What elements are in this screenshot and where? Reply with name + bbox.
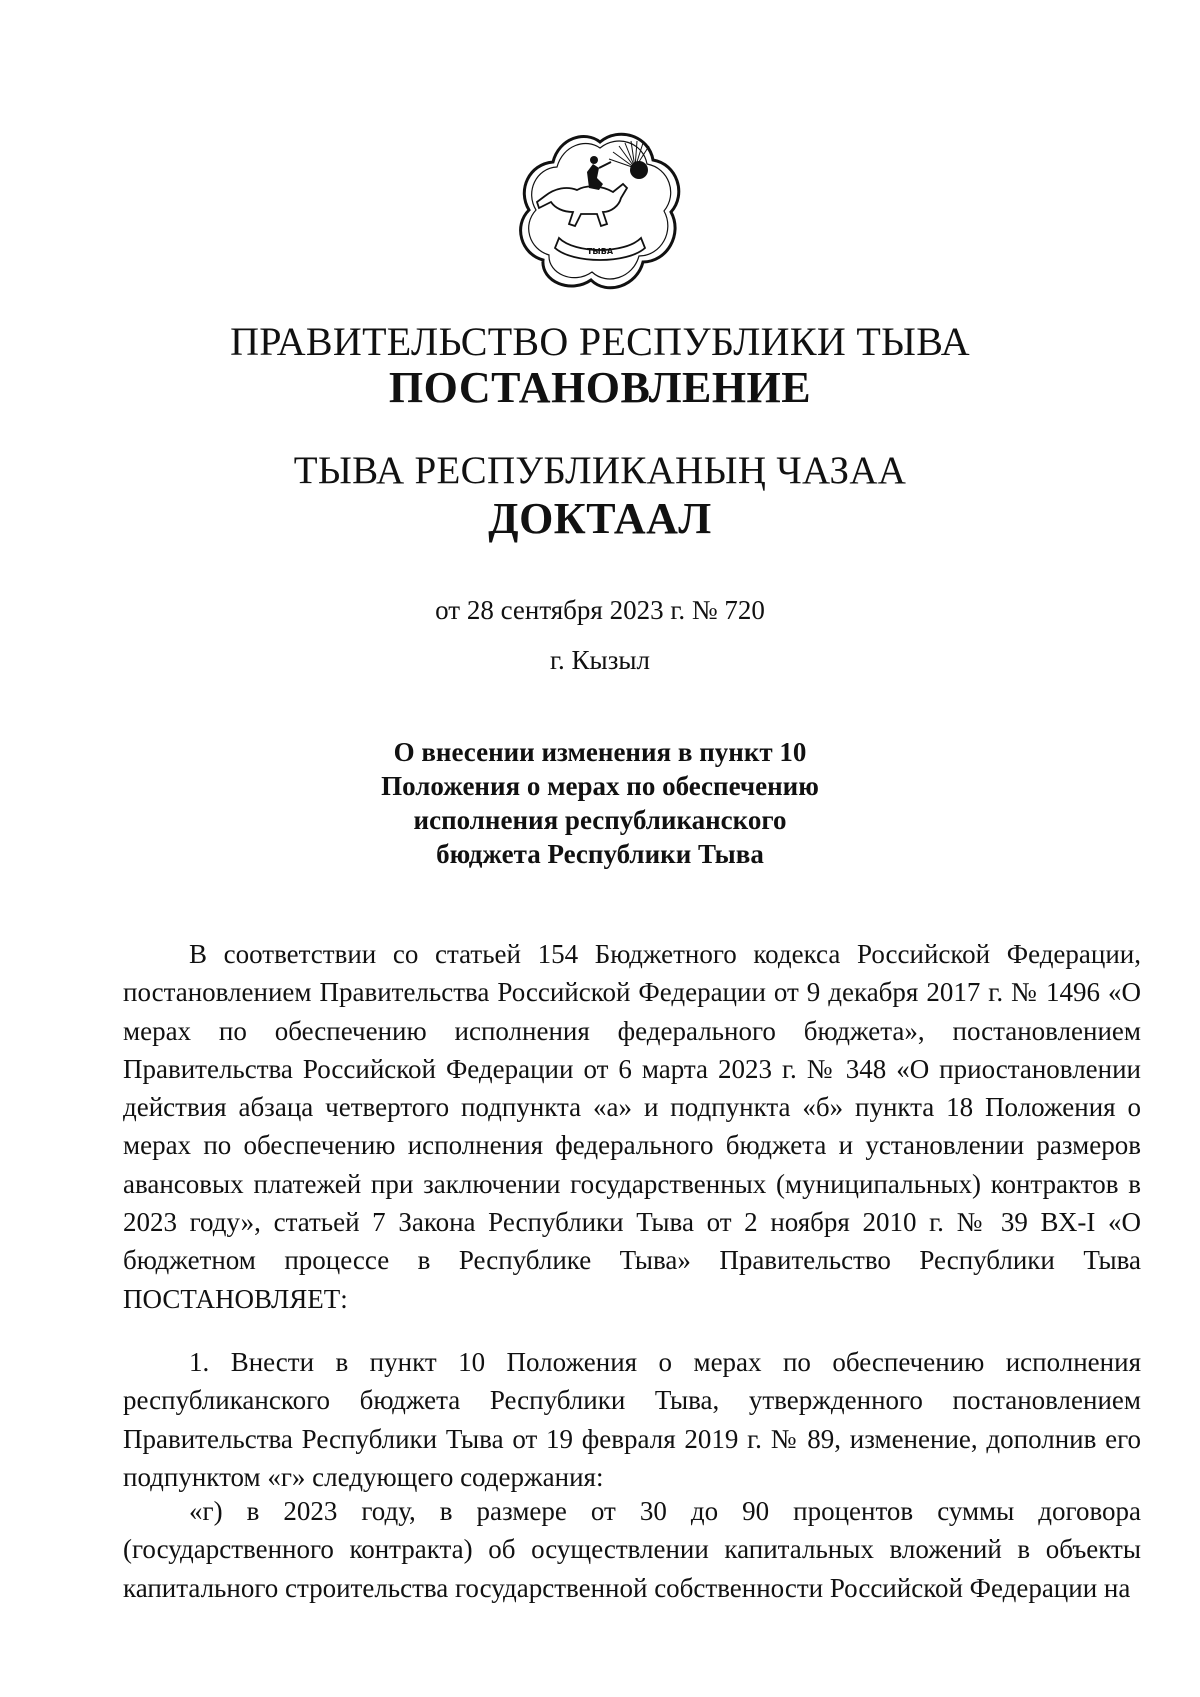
government-name-tyv: ТЫВА РЕСПУБЛИКАНЫҢ ЧАЗАА <box>293 449 907 492</box>
document-title-line: исполнения республиканского <box>413 805 787 835</box>
body-paragraph-preamble: В соответствии со статьей 154 Бюджетного кодекса Российской Федерации, постановлением Правительства Российской Федерации от 9 декабря 2017 г. № 1496 «О мерах по обеспечению исполнения федерального бюджета», постановлением Правительства Российской Федерации от 6 марта 2023 г. № 348 «О приостановлении действия абзаца четвертого подпункта «а» и подпункта «б» пункта 18 Положения о мерах по обеспечению исполнения федерального бюджета и установлении размеров авансовых платежей при заключении государственных (муниципальных) контрактов в 2023 году», статьей 7 Закона Республики Тыва от 2 ноября 2010 г. № 39 ВХ-I «О бюджетном процессе в Республике Тыва» Правительство Республики Тыва ПОСТАНОВЛЯЕТ: <box>123 939 1141 1314</box>
document-title-line: бюджета Республики Тыва <box>436 839 764 869</box>
document-title-line: О внесении изменения в пункт 10 <box>393 737 807 767</box>
document-city: г. Кызыл <box>550 645 650 675</box>
coat-of-arms-icon <box>515 128 685 292</box>
document-type-ru: ПОСТАНОВЛЕНИЕ <box>388 363 812 412</box>
document-title <box>0 735 1200 871</box>
body-paragraph-subitem-g: «г) в 2023 году, в размере от 30 до 90 процентов суммы договора (государственного контракта) об осуществлении капитальных вложений в объекты капитального строительства государственной собственности Российской Федерации на <box>123 1496 1141 1603</box>
document-title-line: Положения о мерах по обеспечению <box>381 771 819 801</box>
body-paragraph-item-1: 1. Внести в пункт 10 Положения о мерах по обеспечению исполнения республиканского бюджета Республики Тыва, утвержденного постановлением Правительства Республики Тыва от 19 февраля 2019 г. № 89, изменение, дополнив его подпунктом «г» следующего содержания: <box>123 1347 1141 1492</box>
document-type-tyv: ДОКТААЛ <box>488 494 712 543</box>
emblem-ribbon-text: ТЫВА <box>586 247 614 256</box>
government-name-ru: ПРАВИТЕЛЬСТВО РЕСПУБЛИКИ ТЫВА <box>230 319 970 364</box>
document-date-number: от 28 сентября 2023 г. № 720 <box>435 595 765 625</box>
